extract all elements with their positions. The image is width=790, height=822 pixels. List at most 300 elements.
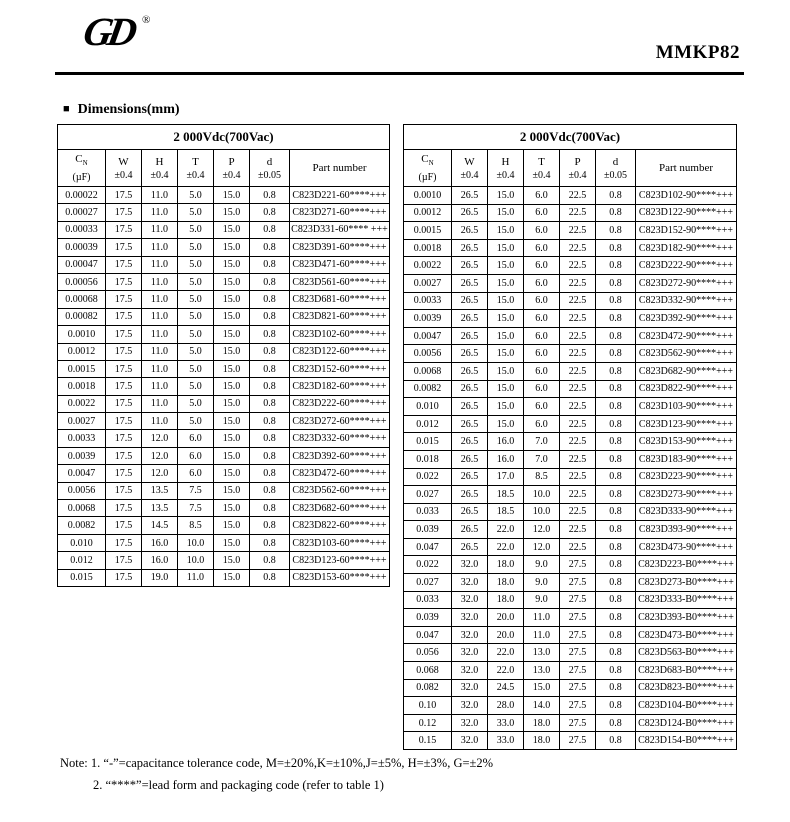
cell: C823D102-90****+++ (636, 187, 737, 205)
cell: 17.5 (106, 256, 142, 273)
cell: 0.8 (596, 433, 636, 451)
table-row (404, 697, 737, 715)
cell: 32.0 (452, 609, 488, 627)
cell: 19.0 (142, 569, 178, 586)
cell: 24.5 (488, 679, 524, 697)
cell: C823D122-90****+++ (636, 204, 737, 222)
header-divider (55, 72, 744, 75)
cell: 17.5 (106, 569, 142, 586)
square-bullet-icon: ■ (63, 103, 70, 115)
table-row (58, 308, 390, 325)
cell: 26.5 (452, 292, 488, 310)
cell: 27.5 (560, 679, 596, 697)
cell: C823D183-90****+++ (636, 450, 737, 468)
cell: 26.5 (452, 415, 488, 433)
cell: 0.047 (404, 538, 452, 556)
cell: 22.0 (488, 662, 524, 680)
column-header: T ±0.4 (178, 150, 214, 187)
cell: 22.5 (560, 222, 596, 240)
column-header: H ±0.4 (488, 150, 524, 187)
cell: 6.0 (524, 415, 560, 433)
cell: C823D471-60****+++ (290, 256, 390, 273)
cell: 9.0 (524, 556, 560, 574)
cell: 27.5 (560, 714, 596, 732)
cell: 32.0 (452, 626, 488, 644)
cell: 15.0 (214, 534, 250, 551)
cell: 0.8 (250, 447, 290, 464)
cell: 26.5 (452, 380, 488, 398)
cell: 9.0 (524, 574, 560, 592)
table-row (58, 552, 390, 569)
cell: 26.5 (452, 398, 488, 416)
cell: 17.5 (106, 239, 142, 256)
table-row (404, 222, 737, 240)
cell: C823D273-90****+++ (636, 486, 737, 504)
cell: 0.027 (404, 574, 452, 592)
cell: C823D682-60****+++ (290, 500, 390, 517)
cell: 20.0 (488, 626, 524, 644)
cell: 0.010 (404, 398, 452, 416)
table-row (404, 679, 737, 697)
cell: C823D223-90****+++ (636, 468, 737, 486)
cell: 0.022 (404, 556, 452, 574)
cell: C823D152-60****+++ (290, 360, 390, 377)
cell: C823D393-B0****+++ (636, 609, 737, 627)
cell: 15.0 (488, 380, 524, 398)
cell: 0.0015 (404, 222, 452, 240)
cell: 26.5 (452, 538, 488, 556)
cell: C823D272-60****+++ (290, 413, 390, 430)
cell: 26.5 (452, 345, 488, 363)
cell: 6.0 (524, 345, 560, 363)
cell: 5.0 (178, 360, 214, 377)
cell: 13.5 (142, 482, 178, 499)
cell: 11.0 (142, 187, 178, 204)
cell: 0.8 (596, 345, 636, 363)
cell: 0.00033 (58, 221, 106, 238)
cell: 0.0010 (58, 326, 106, 343)
cell: 0.039 (404, 521, 452, 539)
cell: 0.068 (404, 662, 452, 680)
product-series-title: MMKP82 (655, 42, 740, 63)
table-row (58, 326, 390, 343)
cell: 17.5 (106, 291, 142, 308)
cell: 5.0 (178, 204, 214, 221)
registered-trademark-icon: ® (141, 14, 151, 26)
table-row (58, 378, 390, 395)
cell: 0.8 (596, 450, 636, 468)
cell: 10.0 (178, 552, 214, 569)
cell: 6.0 (178, 430, 214, 447)
cell: 7.5 (178, 482, 214, 499)
cell: 22.5 (560, 433, 596, 451)
cell: 22.5 (560, 274, 596, 292)
cell: C823D562-90****+++ (636, 345, 737, 363)
cell: 22.5 (560, 345, 596, 363)
cell: 11.0 (178, 569, 214, 586)
cell: C823D153-90****+++ (636, 433, 737, 451)
cell: C823D473-90****+++ (636, 538, 737, 556)
table-row (58, 360, 390, 377)
cell: 26.5 (452, 433, 488, 451)
table-row (58, 482, 390, 499)
cell: 15.0 (488, 257, 524, 275)
cell: 0.0047 (404, 327, 452, 345)
cell: 22.0 (488, 644, 524, 662)
cell: 8.5 (178, 517, 214, 534)
cell: C823D681-60****+++ (290, 291, 390, 308)
cell: 15.0 (488, 362, 524, 380)
table-row (58, 413, 390, 430)
cell: 0.033 (404, 591, 452, 609)
table-row (404, 310, 737, 328)
cell: 0.8 (250, 360, 290, 377)
cell: 0.8 (250, 378, 290, 395)
table-row (404, 433, 737, 451)
cell: 16.0 (142, 552, 178, 569)
table-row (404, 556, 737, 574)
cell: 15.0 (214, 395, 250, 412)
cell: C823D122-60****+++ (290, 343, 390, 360)
cell: 0.8 (596, 538, 636, 556)
cell: 0.8 (250, 413, 290, 430)
cell: 22.5 (560, 239, 596, 257)
table-row (404, 538, 737, 556)
cell: 0.00056 (58, 273, 106, 290)
cell: 27.5 (560, 626, 596, 644)
cell: 22.5 (560, 468, 596, 486)
cell: 28.0 (488, 697, 524, 715)
note-line-2: 2. “****”=lead form and packaging code (refer to table 1) (93, 778, 384, 792)
cell: C823D222-90****+++ (636, 257, 737, 275)
cell: 0.00022 (58, 187, 106, 204)
cell: C823D223-B0****+++ (636, 556, 737, 574)
table-row (404, 591, 737, 609)
cell: 0.8 (596, 486, 636, 504)
cell: C823D124-B0****+++ (636, 714, 737, 732)
cell: 5.0 (178, 378, 214, 395)
cell: 0.033 (404, 503, 452, 521)
cell: 15.0 (214, 256, 250, 273)
table-row (404, 415, 737, 433)
cell: 18.5 (488, 503, 524, 521)
cell: 0.00047 (58, 256, 106, 273)
cell: 22.5 (560, 204, 596, 222)
cell: 0.0039 (58, 447, 106, 464)
cell: 27.5 (560, 662, 596, 680)
cell: 0.8 (596, 468, 636, 486)
cell: 22.5 (560, 310, 596, 328)
cell: 6.0 (178, 447, 214, 464)
cell: 26.5 (452, 486, 488, 504)
cell: 14.5 (142, 517, 178, 534)
cell: 26.5 (452, 362, 488, 380)
cell: 16.0 (488, 450, 524, 468)
cell: 15.0 (214, 447, 250, 464)
cell: 7.5 (178, 500, 214, 517)
cell: 17.5 (106, 534, 142, 551)
cell: 0.015 (404, 433, 452, 451)
cell: C823D683-B0****+++ (636, 662, 737, 680)
cell: C823D103-60****+++ (290, 534, 390, 551)
cell: 0.8 (250, 430, 290, 447)
cell: 27.5 (560, 697, 596, 715)
cell: 18.0 (488, 556, 524, 574)
cell: 15.0 (214, 413, 250, 430)
cell: 10.0 (178, 534, 214, 551)
cell: 0.8 (596, 239, 636, 257)
cell: 5.0 (178, 256, 214, 273)
cell: 0.0022 (58, 395, 106, 412)
cell: C823D822-90****+++ (636, 380, 737, 398)
cell: 0.8 (250, 465, 290, 482)
cell: C823D472-60****+++ (290, 465, 390, 482)
cell: 32.0 (452, 697, 488, 715)
cell: 15.0 (214, 204, 250, 221)
table-row (58, 500, 390, 517)
cell: 15.0 (214, 221, 250, 238)
cell: 22.5 (560, 327, 596, 345)
cell: 5.0 (178, 187, 214, 204)
cell: 15.0 (488, 187, 524, 205)
table-row (58, 256, 390, 273)
cell: 5.0 (178, 326, 214, 343)
cell: C823D391-60****+++ (290, 239, 390, 256)
cell: C823D822-60****+++ (290, 517, 390, 534)
cell: 17.5 (106, 204, 142, 221)
cell: 15.0 (214, 430, 250, 447)
cell: C823D152-90****+++ (636, 222, 737, 240)
cell: 22.0 (488, 521, 524, 539)
cell: 11.0 (142, 360, 178, 377)
cell: 0.8 (250, 273, 290, 290)
cell: 0.012 (58, 552, 106, 569)
dimension-tables (57, 124, 737, 750)
section-heading (63, 102, 180, 118)
cell: 0.8 (596, 274, 636, 292)
column-header: Part number (290, 150, 390, 187)
cell: 18.5 (488, 486, 524, 504)
column-header: $C_N$ (µF) (404, 150, 452, 187)
cell: C823D821-60****+++ (290, 308, 390, 325)
cell: C823D221-60****+++ (290, 187, 390, 204)
cell: 0.8 (596, 644, 636, 662)
cell: 10.0 (524, 486, 560, 504)
cell: 11.0 (142, 204, 178, 221)
cell: 15.0 (214, 239, 250, 256)
cell: C823D393-90****+++ (636, 521, 737, 539)
cell: 12.0 (524, 538, 560, 556)
cell: C823D473-B0****+++ (636, 626, 737, 644)
column-header: P ±0.4 (560, 150, 596, 187)
cell: 5.0 (178, 413, 214, 430)
cell: 17.5 (106, 273, 142, 290)
cell: 15.0 (214, 482, 250, 499)
cell: 5.0 (178, 273, 214, 290)
cell: 27.5 (560, 556, 596, 574)
cell: 0.8 (596, 609, 636, 627)
cell: 0.12 (404, 714, 452, 732)
cell: 0.00082 (58, 308, 106, 325)
cell: 15.0 (488, 239, 524, 257)
table-row (58, 447, 390, 464)
cell: 0.8 (596, 257, 636, 275)
cell: 26.5 (452, 257, 488, 275)
dimensions-table-left (57, 124, 390, 587)
cell: 0.056 (404, 644, 452, 662)
cell: 0.8 (250, 517, 290, 534)
cell: 15.0 (214, 273, 250, 290)
cell: 10.0 (524, 503, 560, 521)
cell: 0.010 (58, 534, 106, 551)
cell: 15.0 (488, 345, 524, 363)
cell: 0.0012 (58, 343, 106, 360)
table-row (58, 465, 390, 482)
cell: 17.5 (106, 221, 142, 238)
cell: 15.0 (214, 291, 250, 308)
cell: 11.0 (142, 291, 178, 308)
cell: C823D273-B0****+++ (636, 574, 737, 592)
cell: C823D153-60****+++ (290, 569, 390, 586)
cell: 0.8 (250, 204, 290, 221)
cell: 0.8 (250, 569, 290, 586)
cell: 22.5 (560, 521, 596, 539)
cell: 0.0039 (404, 310, 452, 328)
cell: 0.0047 (58, 465, 106, 482)
cell: 32.0 (452, 644, 488, 662)
cell: 14.0 (524, 697, 560, 715)
cell: 17.5 (106, 187, 142, 204)
cell: C823D332-60****+++ (290, 430, 390, 447)
cell: 0.0068 (404, 362, 452, 380)
cell: C823D561-60****+++ (290, 273, 390, 290)
cell: 27.5 (560, 591, 596, 609)
cell: C823D823-B0****+++ (636, 679, 737, 697)
cell: 6.0 (524, 380, 560, 398)
cell: 0.015 (58, 569, 106, 586)
cell: 0.0012 (404, 204, 452, 222)
cell: 0.022 (404, 468, 452, 486)
cell: 17.5 (106, 395, 142, 412)
cell: 15.0 (488, 327, 524, 345)
cell: 11.0 (524, 609, 560, 627)
cell: 12.0 (142, 430, 178, 447)
cell: 17.5 (106, 343, 142, 360)
cell: 15.0 (488, 222, 524, 240)
cell: 17.5 (106, 326, 142, 343)
cell: 0.8 (250, 552, 290, 569)
column-header: W ±0.4 (106, 150, 142, 187)
column-header: Part number (636, 150, 737, 187)
cell: 12.0 (142, 447, 178, 464)
cell: 26.5 (452, 310, 488, 328)
cell: 13.0 (524, 662, 560, 680)
cell: 16.0 (142, 534, 178, 551)
cell: 15.0 (214, 517, 250, 534)
cell: 7.0 (524, 433, 560, 451)
cell: 0.0027 (404, 274, 452, 292)
table-row (404, 609, 737, 627)
cell: 15.0 (214, 326, 250, 343)
cell: 0.8 (250, 534, 290, 551)
cell: 33.0 (488, 714, 524, 732)
cell: 27.5 (560, 644, 596, 662)
cell: 0.8 (596, 187, 636, 205)
cell: 15.0 (214, 569, 250, 586)
cell: 26.5 (452, 274, 488, 292)
cell: 0.082 (404, 679, 452, 697)
cell: 22.5 (560, 503, 596, 521)
table-row (404, 327, 737, 345)
cell: C823D104-B0****+++ (636, 697, 737, 715)
cell: 6.0 (524, 187, 560, 205)
cell: C823D123-60****+++ (290, 552, 390, 569)
cell: 6.0 (524, 362, 560, 380)
cell: 15.0 (214, 500, 250, 517)
cell: 22.0 (488, 538, 524, 556)
table-row (404, 380, 737, 398)
cell: 15.0 (214, 187, 250, 204)
cell: 11.0 (142, 308, 178, 325)
cell: 9.0 (524, 591, 560, 609)
table-row (404, 468, 737, 486)
cell: 0.8 (250, 291, 290, 308)
logo-text: GD (80, 9, 136, 54)
cell: 11.0 (142, 256, 178, 273)
cell: 0.8 (250, 256, 290, 273)
company-logo (80, 9, 151, 54)
cell: C823D103-90****+++ (636, 398, 737, 416)
cell: 0.8 (250, 500, 290, 517)
cell: 15.0 (524, 679, 560, 697)
cell: 13.5 (142, 500, 178, 517)
table-row (404, 362, 737, 380)
cell: C823D271-60****+++ (290, 204, 390, 221)
cell: 0.8 (596, 679, 636, 697)
column-header: P ±0.4 (214, 150, 250, 187)
cell: C823D272-90****+++ (636, 274, 737, 292)
cell: 15.0 (488, 274, 524, 292)
cell: 18.0 (524, 714, 560, 732)
cell: 11.0 (142, 273, 178, 290)
cell: 0.8 (596, 662, 636, 680)
column-header: W ±0.4 (452, 150, 488, 187)
section-heading-label: Dimensions(mm) (77, 102, 180, 117)
cell: 32.0 (452, 714, 488, 732)
cell: 5.0 (178, 308, 214, 325)
cell: C823D102-60****+++ (290, 326, 390, 343)
cell: 11.0 (142, 395, 178, 412)
cell: 0.8 (596, 362, 636, 380)
cell: 0.8 (250, 343, 290, 360)
cell: 17.5 (106, 430, 142, 447)
table-row (404, 292, 737, 310)
cell: 22.5 (560, 187, 596, 205)
cell: 32.0 (452, 574, 488, 592)
cell: 6.0 (524, 292, 560, 310)
cell: 5.0 (178, 291, 214, 308)
cell: 26.5 (452, 521, 488, 539)
table-title: 2 000Vdc(700Vac) (58, 125, 390, 150)
cell: C823D392-60****+++ (290, 447, 390, 464)
cell: 0.8 (596, 591, 636, 609)
cell: 0.8 (596, 714, 636, 732)
cell: 0.8 (596, 222, 636, 240)
cell: 5.0 (178, 221, 214, 238)
cell: 7.0 (524, 450, 560, 468)
column-header: d ±0.05 (250, 150, 290, 187)
cell: 0.8 (596, 626, 636, 644)
